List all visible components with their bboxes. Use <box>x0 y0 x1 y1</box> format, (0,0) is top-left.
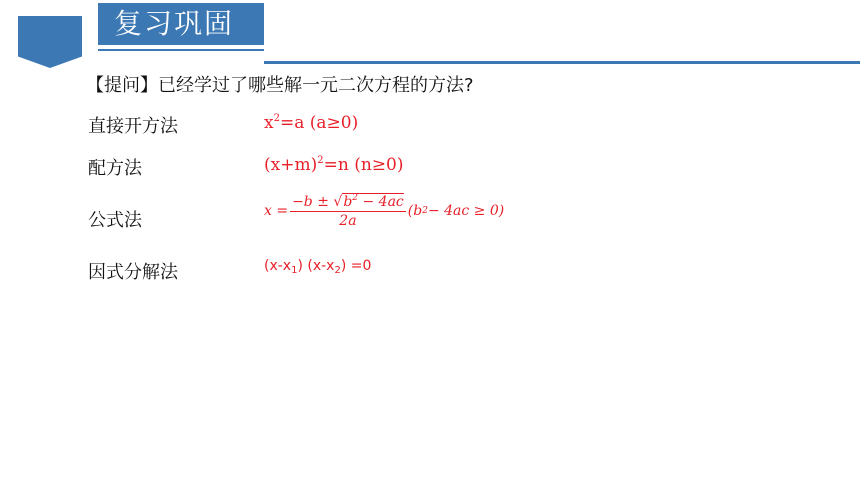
formula-direct <box>264 113 358 133</box>
radicand-exp: 2 <box>352 193 359 203</box>
title-underline <box>98 49 264 51</box>
formula-complete-rest: =n (n≥0) <box>323 155 404 175</box>
factor-part3: ) =0 <box>340 258 372 274</box>
radicand-rest: − 4ac <box>358 194 404 210</box>
formula-complete-exp: 2 <box>317 155 324 166</box>
formula-direct-base: x <box>264 113 274 133</box>
radicand <box>342 193 403 210</box>
condition-rest: − 4ac ≥ 0) <box>427 203 505 219</box>
method-label-formula: 公式法 <box>88 210 142 231</box>
formula-quadratic-lhs: x = <box>264 203 289 219</box>
radicand-b: b <box>343 194 353 210</box>
method-label-direct: 直接开方法 <box>88 116 178 137</box>
formula-quadratic-denominator: 2a <box>339 213 357 229</box>
formula-factor <box>264 258 371 276</box>
condition-exp: 2 <box>422 206 428 216</box>
condition-prefix: (b <box>407 203 423 219</box>
question-prompt: 【提问】已经学过了哪些解一元二次方程的方法? <box>86 75 474 96</box>
method-label-complete: 配方法 <box>88 158 142 179</box>
formula-quadratic-fraction <box>290 193 406 229</box>
factor-sub2: 2 <box>334 265 341 276</box>
factor-part2: ) (x-x <box>297 258 335 274</box>
formula-direct-exp: 2 <box>273 113 280 124</box>
method-label-factor: 因式分解法 <box>88 262 178 283</box>
formula-quadratic-numerator <box>290 193 406 212</box>
factor-part1: (x-x <box>264 258 292 274</box>
header-divider <box>264 61 860 64</box>
section-marker <box>18 16 82 68</box>
numerator-prefix: −b ± √ <box>292 194 343 210</box>
factor-sub1: 1 <box>291 265 298 276</box>
formula-complete <box>264 155 403 175</box>
formula-direct-rest: =a (a≥0) <box>279 113 359 133</box>
page-title: 复习巩固 <box>114 7 235 40</box>
formula-quadratic <box>264 193 504 229</box>
formula-complete-pre: (x+m) <box>264 155 318 175</box>
